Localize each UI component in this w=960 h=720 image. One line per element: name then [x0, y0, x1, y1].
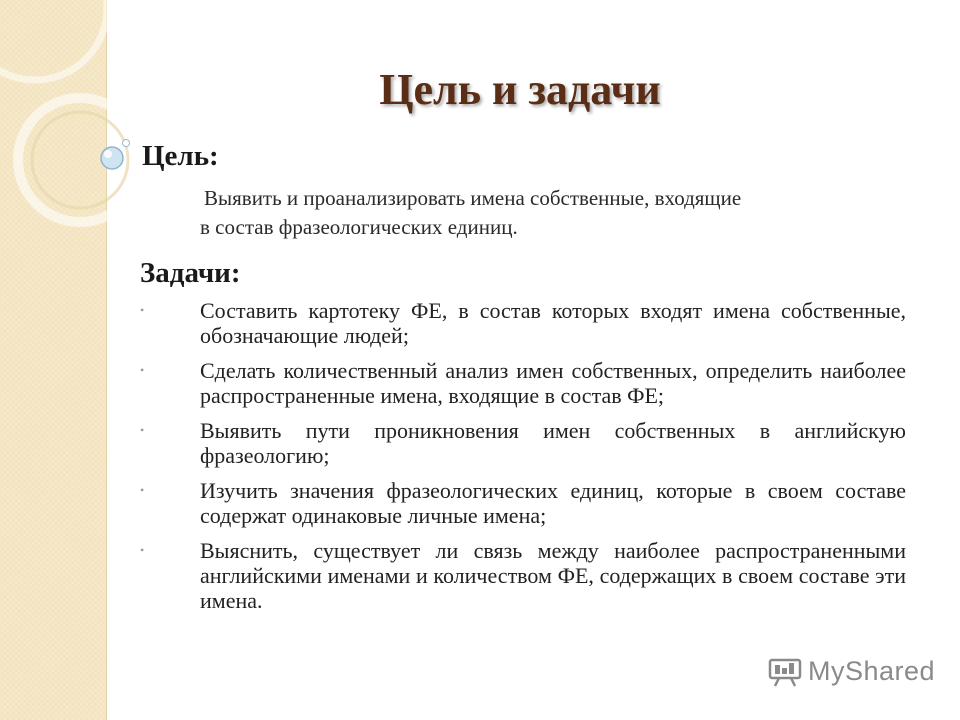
tasks-list [140, 298, 906, 623]
myshared-watermark [768, 656, 935, 687]
task-text: Сделать количественный анализ имен собственных, определить наиболее распространенные имена, входящие в состав ФЕ; [200, 358, 906, 408]
slide-title: Цель и задачи [379, 65, 661, 114]
blue-dot-highlight [104, 150, 112, 158]
bullet-icon: • [140, 543, 145, 557]
goal-line: Выявить и проанализировать имена собственные, входящие [204, 186, 742, 210]
task-item [140, 418, 906, 468]
blue-dot-large [101, 147, 123, 169]
goal-text [200, 184, 900, 242]
task-item [140, 538, 906, 613]
goal-heading: Цель: [142, 140, 219, 172]
task-item [140, 478, 906, 528]
bullet-icon: • [140, 423, 145, 437]
task-item [140, 298, 906, 348]
task-text: Изучить значения фразеологических единиц, которые в своем составе содержат одинаковые личные имена; [200, 478, 906, 528]
tasks-heading: Задачи: [140, 257, 241, 289]
bullet-icon: • [140, 303, 145, 317]
blue-dot-small [123, 140, 130, 147]
task-text: Выяснить, существует ли связь между наиболее распространенными английскими именами и количеством ФЕ, содержащих в своем составе эти имена. [200, 538, 906, 613]
task-text: Выявить пути проникновения имен собственных в английскую фразеологию; [200, 418, 906, 468]
task-item [140, 358, 906, 408]
watermark-text: MyShared [808, 656, 936, 686]
goal-line: в состав фразеологических единиц. [200, 215, 518, 239]
bullet-icon: • [140, 363, 145, 377]
presentation-board-icon [768, 657, 802, 687]
bullet-icon: • [140, 483, 145, 497]
task-text: Составить картотеку ФЕ, в состав которых входят имена собственные, обозначающие людей; [200, 298, 906, 348]
